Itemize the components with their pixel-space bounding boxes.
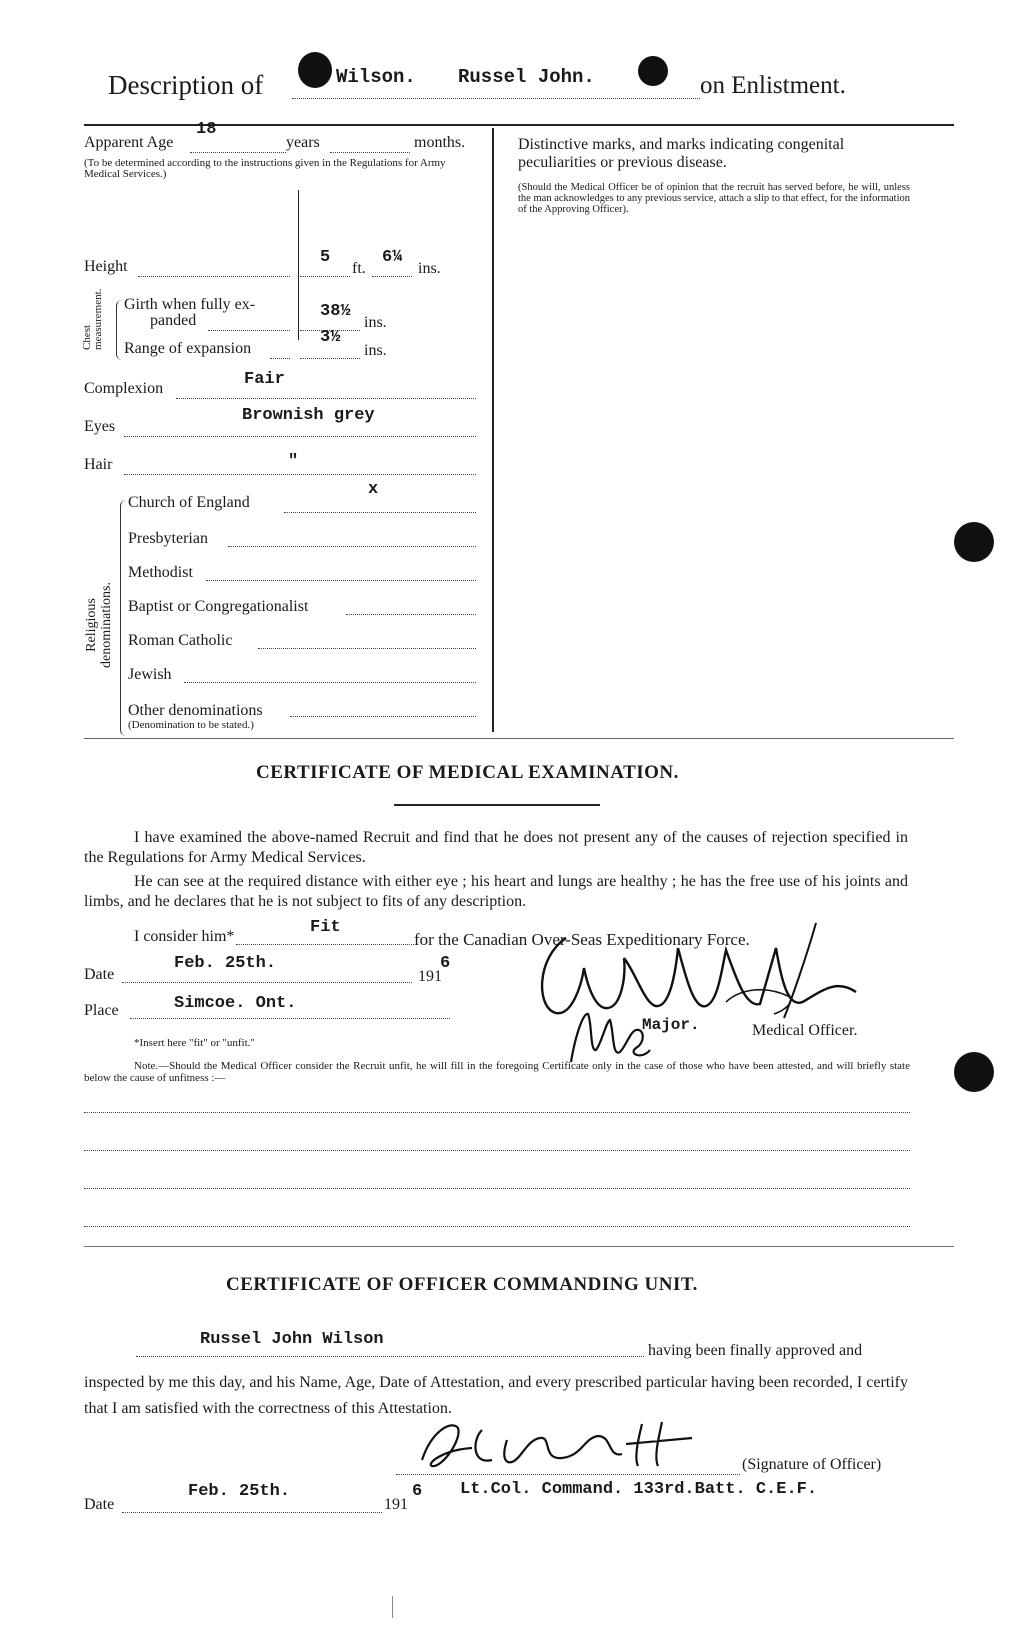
girth-label-2: panded [150,312,197,329]
consider-label: I consider him* [134,928,235,945]
commanding-heading: CERTIFICATE OF OFFICER COMMANDING UNIT. [226,1274,698,1295]
chest-brace [116,300,123,360]
header-title-left: Description of [108,70,264,100]
medical-para-2: He can see at the required distance with either eye ; his heart and lungs are healthy ; he has the free use of his joints and limbs, and he declares that he is not subject to fits of any description. [84,873,908,910]
commanding-date-value: Feb. 25th. [188,1482,291,1501]
medical-year-suffix: 6 [440,954,451,973]
force-label: for the Canadian Over-Seas Expeditionary Force. [414,930,750,949]
commanding-year-prefix: 191 [384,1496,408,1513]
range-line [270,358,290,359]
range-label: Range of expansion [124,340,252,357]
religion-line-other [290,716,476,717]
eyes-line [124,436,476,437]
religion-item-baptist: Baptist or Congregationalist [128,598,309,615]
range-ins-label: ins. [364,342,387,359]
redaction-dot-left [298,52,332,88]
commanding-officer-signature [412,1410,702,1480]
commanding-date-label: Date [84,1496,115,1513]
column-divider [492,128,494,732]
medical-para-1: I have examined the above-named Recruit and find that he does not present any of the causes of rejection specified in the Regulations for Army Medical Services. [84,829,908,866]
range-ins-line [300,358,360,359]
months-line [330,152,410,153]
religion-line-baptist [346,614,476,615]
marks-heading-1: Distinctive marks, and marks indicating congenital [518,136,845,153]
unfitness-line-1 [84,1112,910,1113]
height-line [138,276,290,277]
bottom-stray-mark [392,1596,393,1618]
girth-label-1: Girth when fully ex- [124,296,256,313]
medical-year-prefix: 191 [418,968,442,985]
religion-item-other: Other denominations [128,702,263,719]
consider-line [236,944,414,945]
height-in-line [372,276,412,277]
section-rule-lower [84,1246,954,1247]
religion-brace [120,500,127,736]
girth-line [208,330,290,331]
religion-other-note: (Denomination to be stated.) [128,719,254,731]
height-ft-line [300,276,350,277]
officer-signature-line [396,1474,740,1475]
height-label: Height [84,258,128,275]
officer-signature-label: (Signature of Officer) [742,1456,882,1473]
punch-hole-upper [954,522,994,562]
medical-heading: CERTIFICATE OF MEDICAL EXAMINATION. [256,762,679,783]
medical-officer-label: Medical Officer. [752,1022,858,1039]
redaction-dot-right [638,56,668,86]
girth-value: 38½ [320,302,351,321]
religion-label: Religious denominations. [84,582,114,668]
medical-date-line [122,982,412,983]
religion-item-church-of-england: Church of England [128,494,250,511]
header-title-right: on Enlistment. [700,72,846,99]
height-ins-label: ins. [418,260,441,277]
religion-item-roman-catholic: Roman Catholic [128,632,233,649]
religion-line-methodist [206,580,476,581]
medical-note: Note.—Should the Medical Officer consider the Recruit unfit, he will fill in the foregoing Certificate only in the case of those who have been attested, and will briefly state below the cause of unfitness :— [84,1060,910,1084]
complexion-line [176,398,476,399]
commanding-date-line [122,1512,382,1513]
religion-line-roman-catholic [258,648,476,649]
commanding-year-suffix: 6 [412,1482,423,1501]
header-surname: Wilson. [336,66,416,88]
consider-value: Fit [310,918,341,937]
marks-note: (Should the Medical Officer be of opinion that the recruit has served before, he will, unless the man acknowledges to any previous service, attach a slip to that effect, for the information of the Approving Officer). [518,182,910,215]
medical-date-value: Feb. 25th. [174,954,277,973]
medical-place-value: Simcoe. Ont. [174,994,297,1013]
religion-line-church-of-england [284,512,476,513]
commanding-para: inspected by me this day, and his Name, Age, Date of Attestation, and every prescribed particular having been recorded, I certify that I am satisfied with the correctness of this Attestation. [84,1374,908,1417]
medical-place-label: Place [84,1002,119,1019]
commanding-approved-text: having been finally approved and [648,1342,863,1359]
commanding-officer-title: Lt.Col. Command. 133rd.Batt. C.E.F. [460,1480,818,1499]
punch-hole-lower [954,1052,994,1092]
height-in-value: 6¼ [382,248,403,267]
height-ft-value: 5 [320,248,331,267]
range-value: 3½ [320,328,341,347]
medical-officer-rank: Major. [642,1016,700,1034]
hair-line [124,474,476,475]
eyes-label: Eyes [84,418,116,435]
religion-item-jewish: Jewish [128,666,172,683]
commanding-recruit-name: Russel John Wilson [200,1330,384,1349]
eyes-value: Brownish grey [242,406,375,425]
ft-label: ft. [352,260,366,277]
years-label: years [286,134,320,151]
column-divider-inner [298,190,299,340]
months-label: months. [414,134,466,151]
complexion-value: Fair [244,370,285,389]
age-note: (To be determined according to the instructions given in the Regulations for Army Medical Services.) [84,157,446,180]
header-name-line [292,98,700,99]
religion-line-presbyterian [228,546,476,547]
hair-value: " [288,452,299,471]
medical-heading-underline [394,804,600,806]
chest-label: Chest measurement. [81,288,104,350]
age-value: 18 [196,120,217,139]
religion-item-presbyterian: Presbyterian [128,530,208,547]
marks-heading-2: peculiarities or previous disease. [518,154,727,171]
section-rule [84,738,954,739]
complexion-label: Complexion [84,380,164,397]
medical-date-label: Date [84,966,115,983]
girth-ins-label: ins. [364,314,387,331]
hair-label: Hair [84,456,113,473]
religion-mark-church-of-england: x [368,480,379,499]
religion-line-jewish [184,682,476,683]
insert-note: *Insert here "fit" or "unfit." [134,1037,255,1049]
unfitness-line-3 [84,1188,910,1189]
medical-place-line [130,1018,450,1019]
commanding-name-line [136,1356,644,1357]
age-line [190,152,286,153]
age-label: Apparent Age [84,134,174,151]
religion-item-methodist: Methodist [128,564,193,581]
unfitness-line-2 [84,1150,910,1151]
unfitness-line-4 [84,1226,910,1227]
header-given-names: Russel John. [458,66,595,88]
